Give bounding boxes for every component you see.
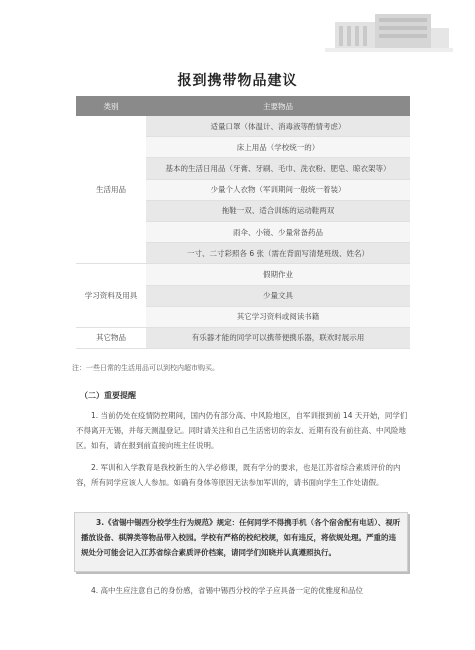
item-cell: 少量个人衣物（军训期间一般统一着装） xyxy=(146,179,410,200)
item-cell: 拖鞋一双、适合训练的运动鞋两双 xyxy=(146,200,410,221)
category-cell: 其它物品 xyxy=(76,327,146,348)
table-row xyxy=(76,116,410,137)
table-note: 注：一些日常的生活用品可以到校内超市购买。 xyxy=(72,364,219,372)
item-cell: 雨伞、小镜、少量常备药品 xyxy=(146,221,410,242)
paragraph-3: 3.《省锡中锡西分校学生行为规范》规定：任何同学不得携手机（各个宿舍配有电话）、视听播放设备、棋牌类等物品带入校园。学校有严格的校纪校规，如有违反，将依规处理。严重的违规处分可能会记入江苏省综合素质评价档案，请同学们知晓并认真遵照执行。 xyxy=(81,518,401,557)
category-cell: 学习资料及用具 xyxy=(76,264,146,328)
paragraph-2: 2. 军训和入学教育是我校新生的入学必修课，既有学分的要求，也是江苏省综合素质评价的内容，所有同学应该人人参加。如确有身体等原因无法参加军训的，请书面向学生工作处请假。 xyxy=(76,463,401,487)
category-cell: 生活用品 xyxy=(76,116,146,264)
section-title: （二）重要提醒 xyxy=(80,391,136,400)
table-row xyxy=(76,327,410,348)
page-title: 报到携带物品建议 xyxy=(177,73,298,89)
item-cell: 一寸、二寸彩照各 6 张（需在背面写清楚班级、姓名） xyxy=(146,243,410,264)
highlight-box xyxy=(74,512,408,572)
item-cell: 基本的生活日用品（牙膏、牙刷、毛巾、洗衣粉、肥皂、晾衣架等） xyxy=(146,158,410,179)
item-cell: 床上用品（学校统一的） xyxy=(146,137,410,158)
paragraph-1: 1. 当前仍处在疫情防控期间，国内仍有部分高、中风险地区，自军训报到前 14 天开始，同学们不得离开无锡，并每天测温登记。同时请关注和自己生活密切的亲友、近期有没有前往高、中风险地区。如有，请在报到前直接向班主任说明。 xyxy=(76,411,408,450)
item-cell: 假期作业 xyxy=(146,264,410,285)
item-cell: 其它学习资料或阅读书籍 xyxy=(146,306,410,327)
header-building-image xyxy=(325,8,453,52)
items-table xyxy=(76,96,410,349)
header-items: 主要物品 xyxy=(146,96,410,116)
table-row xyxy=(76,264,410,285)
item-cell: 有乐器才能的同学可以携带便携乐器，联欢时展示用 xyxy=(146,327,410,348)
table-header-row xyxy=(76,96,410,116)
item-cell: 少量文具 xyxy=(146,285,410,306)
paragraph-4: 4. 高中生应注意自己的身份感，省锡中锡西分校的学子应具备一定的优雅度和品位 xyxy=(91,586,364,595)
item-cell: 适量口罩（体温计、消毒液等酌情考虑） xyxy=(146,116,410,137)
header-category: 类别 xyxy=(76,96,146,116)
